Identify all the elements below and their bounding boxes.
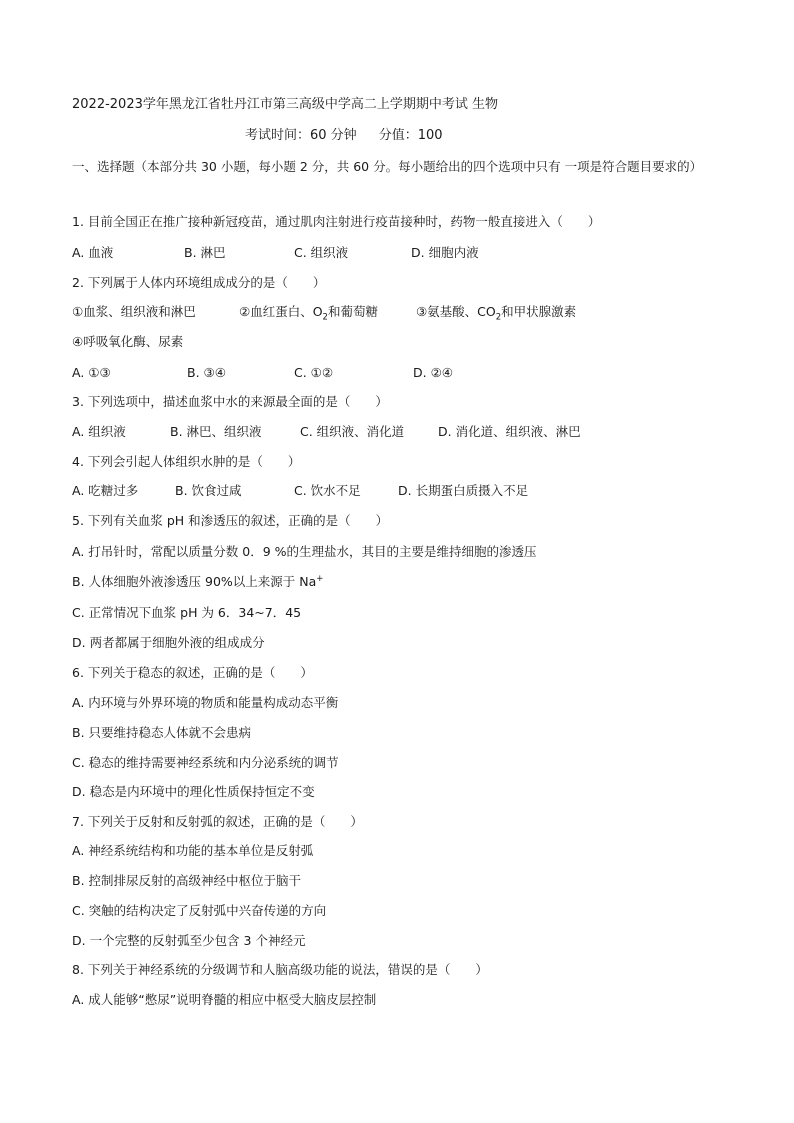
- option-c: C. ①②: [294, 365, 334, 380]
- exam-info: [245, 127, 734, 145]
- question-7-option-a: A. 神经系统结构和功能的基本单位是反射弧: [72, 843, 314, 858]
- question-2-options: [72, 364, 734, 382]
- question-1-stem: 1. 目前全国正在推广接种新冠疫苗，通过肌肉注射进行疫苗接种时，药物一般直接进入（ ）: [72, 214, 601, 229]
- co2-subscript: 2: [495, 312, 502, 323]
- item-4: ④呼吸氧化酶、尿素: [72, 334, 184, 349]
- question-4-stem: 4. 下列会引起人体组织水肿的是（ ）: [72, 454, 301, 469]
- option-d: D. ②④: [413, 365, 453, 380]
- question-5-option-a: A. 打吊针时，常配以质量分数 0．9 %的生理盐水，其目的主要是维持细胞的渗透压: [72, 544, 537, 559]
- option-a: A. ①③: [72, 365, 111, 380]
- exam-score: 分值：100: [378, 128, 443, 143]
- question-5-option-d: D. 两者都属于细胞外液的组成成分: [72, 635, 265, 650]
- option-a: A. 血液: [72, 245, 114, 260]
- item-1: ①血浆、组织液和淋巴: [72, 304, 196, 319]
- option-b: B. ③④: [187, 365, 226, 380]
- option-b-text: B. 人体细胞外液渗透压 90%以上来源于 Na: [72, 574, 317, 589]
- question-1-options: [72, 244, 734, 262]
- document-title: 2022-2023学年黑龙江省牡丹江市第三高级中学高二上学期期中考试 生物: [72, 97, 498, 112]
- option-b: B. 淋巴: [184, 245, 226, 260]
- item-3-tail: 和甲状腺激素: [501, 304, 577, 319]
- option-c: C. 组织液、消化道: [300, 424, 405, 439]
- question-6-option-b: B. 只要维持稳态人体就不会患病: [72, 725, 252, 740]
- question-7-stem: 7. 下列关于反射和反射弧的叙述，正确的是（ ）: [72, 814, 363, 829]
- question-3-options: [72, 423, 734, 441]
- question-2-items: [72, 303, 734, 321]
- question-7-option-d: D. 一个完整的反射弧至少包含 3 个神经元: [72, 933, 306, 948]
- question-5-option-c: C. 正常情况下血浆 pH 为 6．34~7．45: [72, 605, 302, 620]
- na-superscript: +: [316, 573, 324, 584]
- option-c: C. 组织液: [294, 245, 349, 260]
- question-7-option-c: C. 突触的结构决定了反射弧中兴奋传递的方向: [72, 903, 327, 918]
- exam-time: 考试时间：60 分钟: [245, 128, 357, 143]
- item-2: ②血红蛋白、O: [239, 304, 323, 319]
- option-d: D. 长期蛋白质摄入不足: [398, 483, 529, 498]
- question-2-stem: 2. 下列属于人体内环境组成成分的是（ ）: [72, 275, 326, 290]
- option-d: D. 细胞内液: [411, 245, 479, 260]
- question-6-option-c: C. 稳态的维持需要神经系统和内分泌系统的调节: [72, 755, 339, 770]
- section-heading: 一、选择题（本部分共 30 小题，每小题 2 分，共 60 分。每小题给出的四个选项中只有 一项是符合题目要求的）: [72, 159, 703, 174]
- question-7-option-b: B. 控制排尿反射的高级神经中枢位于脑干: [72, 873, 302, 888]
- option-c: C. 饮水不足: [294, 483, 361, 498]
- option-b: B. 饮食过咸: [175, 483, 242, 498]
- question-3-stem: 3. 下列选项中，描述血浆中水的来源最全面的是（ ）: [72, 394, 388, 409]
- question-6-stem: 6. 下列关于稳态的叙述，正确的是（ ）: [72, 665, 313, 680]
- question-6-option-a: A. 内环境与外界环境的物质和能量构成动态平衡: [72, 695, 339, 710]
- question-8-option-a: A. 成人能够“憋尿”说明脊髓的相应中枢受大脑皮层控制: [72, 992, 377, 1007]
- option-d: D. 消化道、组织液、淋巴: [438, 424, 581, 439]
- question-5-option-b: [72, 573, 734, 591]
- option-a: A. 组织液: [72, 424, 126, 439]
- question-5-stem: 5. 下列有关血浆 pH 和渗透压的叙述，正确的是（ ）: [72, 513, 389, 528]
- item-2-tail: 和葡萄糖: [327, 304, 378, 319]
- question-8-stem: 8. 下列关于神经系统的分级调节和人脑高级功能的说法，错误的是（ ）: [72, 962, 488, 977]
- question-4-options: [72, 482, 734, 500]
- option-b: B. 淋巴、组织液: [170, 424, 262, 439]
- o2-subscript: 2: [322, 312, 328, 323]
- item-3: ③氨基酸、CO: [415, 304, 496, 319]
- option-a: A. 吃糖过多: [72, 483, 139, 498]
- question-6-option-d: D. 稳态是内环境中的理化性质保持恒定不变: [72, 784, 315, 799]
